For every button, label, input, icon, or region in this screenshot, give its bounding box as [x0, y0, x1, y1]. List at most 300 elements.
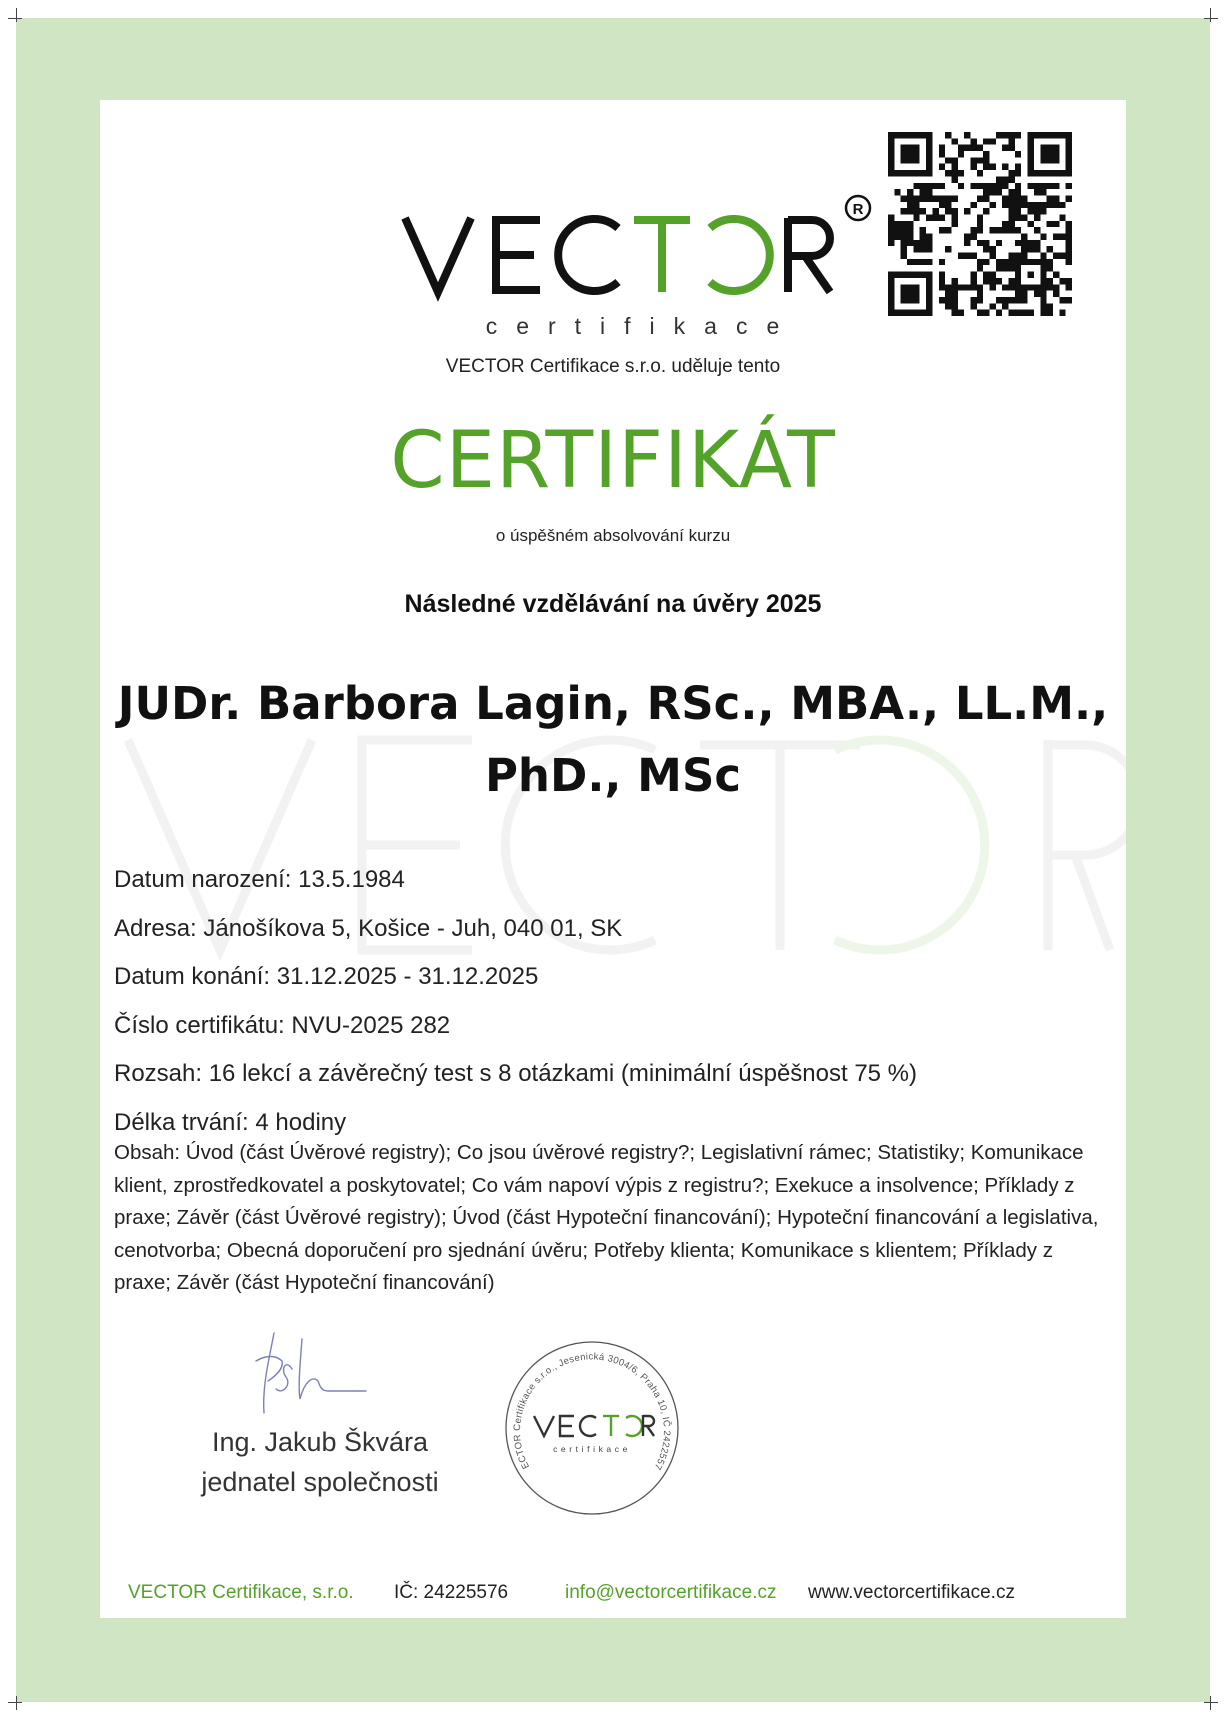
qr-module — [894, 227, 900, 233]
qr-module — [970, 183, 976, 189]
qr-module — [1059, 202, 1065, 208]
qr-module — [983, 272, 989, 278]
birth-date: Datum narození: 13.5.1984 — [114, 866, 405, 893]
qr-module — [990, 303, 996, 309]
qr-module — [939, 297, 945, 303]
qr-module — [1009, 176, 1015, 182]
qr-module — [1053, 221, 1059, 227]
qr-module — [907, 259, 913, 265]
qr-module — [1059, 297, 1065, 303]
qr-module — [1002, 221, 1008, 227]
qr-module — [1028, 145, 1034, 151]
qr-module — [926, 183, 932, 189]
qr-module — [1028, 157, 1034, 163]
qr-module — [1066, 246, 1072, 252]
qr-module — [888, 291, 894, 297]
qr-module — [990, 272, 996, 278]
qr-module — [920, 195, 926, 201]
qr-module — [1002, 303, 1008, 309]
qr-module — [1009, 202, 1015, 208]
qr-module — [1034, 183, 1040, 189]
qr-module — [996, 297, 1002, 303]
qr-module — [1028, 272, 1034, 278]
qr-module — [996, 189, 1002, 195]
qr-module — [1040, 234, 1046, 240]
qr-module — [888, 240, 894, 246]
qr-module — [1015, 259, 1021, 265]
qr-module — [1053, 132, 1059, 138]
signatory — [160, 1422, 480, 1502]
qr-module — [1034, 240, 1040, 246]
qr-module — [907, 297, 913, 303]
qr-module — [1053, 157, 1059, 163]
qr-module — [920, 259, 926, 265]
qr-module — [977, 240, 983, 246]
qr-module — [945, 208, 951, 214]
course-duration: Délka trvání: 4 hodiny — [114, 1108, 347, 1136]
qr-module — [913, 259, 919, 265]
qr-module — [920, 189, 926, 195]
qr-module — [996, 176, 1002, 182]
qr-module — [939, 202, 945, 208]
qr-module — [1053, 253, 1059, 259]
qr-module — [901, 157, 907, 163]
qr-module — [945, 246, 951, 252]
qr-module — [939, 214, 945, 220]
qr-module — [907, 284, 913, 290]
qr-module — [901, 291, 907, 297]
qr-module — [1047, 278, 1053, 284]
qr-module — [1066, 278, 1072, 284]
qr-module — [1040, 265, 1046, 271]
qr-module — [1053, 284, 1059, 290]
qr-module — [1002, 183, 1008, 189]
qr-module — [888, 145, 894, 151]
qr-module — [888, 164, 894, 170]
qr-module — [1066, 240, 1072, 246]
qr-module — [926, 164, 932, 170]
qr-module — [958, 170, 964, 176]
qr-module — [945, 170, 951, 176]
recipient-name-line2: PhD., MSc — [484, 749, 742, 802]
qr-module — [1015, 164, 1021, 170]
qr-module — [901, 310, 907, 316]
qr-code — [888, 132, 1072, 316]
qr-module — [964, 145, 970, 151]
qr-module — [913, 297, 919, 303]
qr-module — [1047, 265, 1053, 271]
qr-module — [1009, 195, 1015, 201]
qr-module — [888, 157, 894, 163]
qr-module — [939, 278, 945, 284]
qr-module — [958, 145, 964, 151]
qr-module — [1053, 145, 1059, 151]
qr-module — [983, 310, 989, 316]
qr-module — [1015, 214, 1021, 220]
qr-module — [1047, 259, 1053, 265]
qr-module — [1009, 189, 1015, 195]
qr-module — [1040, 202, 1046, 208]
qr-module — [888, 284, 894, 290]
qr-module — [1028, 259, 1034, 265]
qr-module — [920, 246, 926, 252]
qr-module — [901, 170, 907, 176]
qr-module — [1034, 291, 1040, 297]
qr-module — [1009, 214, 1015, 220]
qr-module — [970, 272, 976, 278]
qr-module — [926, 151, 932, 157]
qr-module — [1009, 221, 1015, 227]
qr-module — [913, 132, 919, 138]
qr-module — [945, 291, 951, 297]
qr-module — [1066, 221, 1072, 227]
qr-module — [1040, 259, 1046, 265]
qr-module — [1040, 183, 1046, 189]
qr-module — [1002, 227, 1008, 233]
qr-module — [1021, 259, 1027, 265]
qr-module — [901, 195, 907, 201]
qr-module — [1053, 234, 1059, 240]
qr-module — [983, 195, 989, 201]
qr-module — [1028, 310, 1034, 316]
qr-module — [1021, 253, 1027, 259]
qr-module — [1002, 164, 1008, 170]
qr-module — [1040, 284, 1046, 290]
qr-module — [996, 240, 1002, 246]
qr-module — [964, 208, 970, 214]
qr-module — [932, 214, 938, 220]
qr-module — [901, 284, 907, 290]
qr-module — [1009, 259, 1015, 265]
qr-module — [996, 259, 1002, 265]
qr-module — [977, 310, 983, 316]
qr-module — [990, 278, 996, 284]
qr-module — [907, 227, 913, 233]
crop-mark — [8, 1702, 22, 1703]
qr-module — [1034, 170, 1040, 176]
qr-module — [901, 297, 907, 303]
qr-module — [1047, 183, 1053, 189]
qr-module — [977, 265, 983, 271]
qr-module — [920, 227, 926, 233]
qr-module — [1066, 157, 1072, 163]
qr-module — [951, 221, 957, 227]
qr-module — [983, 240, 989, 246]
crop-mark — [8, 18, 22, 19]
qr-module — [913, 284, 919, 290]
qr-module — [920, 208, 926, 214]
qr-module — [983, 164, 989, 170]
qr-module — [888, 227, 894, 233]
qr-module — [1021, 284, 1027, 290]
qr-module — [1053, 195, 1059, 201]
qr-module — [951, 170, 957, 176]
qr-module — [970, 145, 976, 151]
qr-module — [932, 195, 938, 201]
qr-module — [1066, 227, 1072, 233]
qr-module — [1015, 265, 1021, 271]
qr-module — [977, 227, 983, 233]
qr-module — [970, 157, 976, 163]
qr-module — [1040, 310, 1046, 316]
qr-module — [913, 240, 919, 246]
qr-module — [920, 234, 926, 240]
qr-module — [951, 157, 957, 163]
qr-module — [1015, 195, 1021, 201]
qr-module — [1040, 208, 1046, 214]
qr-module — [983, 183, 989, 189]
qr-module — [970, 234, 976, 240]
qr-module — [996, 265, 1002, 271]
qr-module — [977, 214, 983, 220]
qr-module — [926, 132, 932, 138]
qr-module — [926, 291, 932, 297]
qr-module — [926, 310, 932, 316]
qr-module — [920, 240, 926, 246]
qr-module — [1066, 297, 1072, 303]
qr-module — [907, 189, 913, 195]
qr-module — [990, 183, 996, 189]
qr-module — [1047, 132, 1053, 138]
qr-module — [977, 284, 983, 290]
qr-module — [945, 297, 951, 303]
qr-module — [1021, 297, 1027, 303]
qr-module — [932, 208, 938, 214]
qr-module — [926, 259, 932, 265]
qr-module — [1066, 164, 1072, 170]
qr-module — [1047, 170, 1053, 176]
crop-mark — [1204, 1702, 1218, 1703]
qr-module — [888, 310, 894, 316]
qr-module — [951, 208, 957, 214]
qr-module — [1028, 202, 1034, 208]
qr-module — [1002, 259, 1008, 265]
qr-module — [970, 297, 976, 303]
qr-module — [907, 157, 913, 163]
qr-module — [990, 202, 996, 208]
qr-module — [901, 227, 907, 233]
qr-module — [1034, 227, 1040, 233]
recipient-name-line1: JUDr. Barbora Lagin, RSc., MBA., LL.M., — [117, 677, 1109, 730]
qr-module — [1040, 297, 1046, 303]
qr-module — [926, 157, 932, 163]
qr-module — [1034, 284, 1040, 290]
footer-company: VECTOR Certifikace, s.r.o. — [128, 1582, 354, 1603]
qr-module — [1021, 240, 1027, 246]
qr-module — [913, 170, 919, 176]
qr-module — [907, 291, 913, 297]
qr-module — [977, 145, 983, 151]
qr-module — [1028, 208, 1034, 214]
qr-module — [1009, 138, 1015, 144]
qr-module — [996, 183, 1002, 189]
qr-module — [945, 202, 951, 208]
qr-module — [1002, 265, 1008, 271]
qr-module — [939, 195, 945, 201]
course-name: Následné vzdělávání na úvěry 2025 — [404, 590, 822, 618]
qr-module — [913, 145, 919, 151]
qr-module — [932, 183, 938, 189]
qr-module — [1066, 284, 1072, 290]
qr-module — [920, 170, 926, 176]
qr-module — [1009, 265, 1015, 271]
qr-module — [951, 291, 957, 297]
svg-text:R: R — [852, 201, 864, 218]
qr-module — [977, 183, 983, 189]
qr-module — [1028, 170, 1034, 176]
qr-module — [1015, 132, 1021, 138]
qr-module — [1009, 278, 1015, 284]
qr-module — [1066, 138, 1072, 144]
qr-module — [1047, 310, 1053, 316]
qr-module — [970, 138, 976, 144]
footer-email-link[interactable]: info@vectorcertifikace.cz — [565, 1582, 777, 1603]
qr-module — [1059, 278, 1065, 284]
qr-module — [951, 310, 957, 316]
qr-module — [1059, 234, 1065, 240]
qr-module — [1040, 189, 1046, 195]
qr-module — [1021, 195, 1027, 201]
qr-module — [1059, 170, 1065, 176]
svg-text:certifikace: certifikace — [485, 313, 799, 339]
qr-module — [926, 189, 932, 195]
qr-module — [901, 253, 907, 259]
qr-module — [1040, 303, 1046, 309]
qr-module — [1040, 253, 1046, 259]
qr-module — [990, 284, 996, 290]
qr-module — [951, 214, 957, 220]
qr-module — [894, 221, 900, 227]
qr-module — [913, 151, 919, 157]
qr-module — [1034, 189, 1040, 195]
qr-module — [1034, 208, 1040, 214]
qr-module — [894, 310, 900, 316]
qr-module — [1015, 278, 1021, 284]
qr-module — [1002, 297, 1008, 303]
qr-module — [913, 195, 919, 201]
qr-module — [951, 176, 957, 182]
qr-module — [951, 278, 957, 284]
qr-module — [901, 208, 907, 214]
qr-module — [894, 189, 900, 195]
qr-module — [913, 157, 919, 163]
qr-module — [958, 284, 964, 290]
qr-module — [977, 259, 983, 265]
qr-module — [926, 214, 932, 220]
qr-module — [926, 195, 932, 201]
qr-module — [888, 214, 894, 220]
qr-module — [1009, 227, 1015, 233]
qr-module — [1047, 195, 1053, 201]
qr-module — [926, 138, 932, 144]
certificate-details — [114, 856, 1114, 1147]
qr-module — [1034, 214, 1040, 220]
qr-module — [951, 164, 957, 170]
qr-module — [894, 132, 900, 138]
qr-module — [1040, 132, 1046, 138]
qr-module — [907, 195, 913, 201]
signatory-name: Ing. Jakub Škvára — [211, 1427, 429, 1457]
qr-module — [926, 240, 932, 246]
qr-module — [996, 227, 1002, 233]
qr-module — [1066, 145, 1072, 151]
qr-module — [1009, 310, 1015, 316]
qr-module — [1066, 183, 1072, 189]
recipient-name — [100, 668, 1126, 812]
footer-web-link[interactable]: www.vectorcertifikace.cz — [808, 1582, 1015, 1603]
qr-module — [1028, 183, 1034, 189]
qr-module — [983, 138, 989, 144]
qr-module — [901, 221, 907, 227]
course-date: Datum konání: 31.12.2025 - 31.12.2025 — [114, 963, 539, 990]
qr-module — [894, 234, 900, 240]
qr-module — [1066, 234, 1072, 240]
address: Adresa: Jánošíkova 5, Košice - Juh, 040 01, SK — [114, 914, 623, 942]
qr-module — [970, 278, 976, 284]
qr-module — [901, 246, 907, 252]
qr-module — [1015, 183, 1021, 189]
qr-module — [1028, 164, 1034, 170]
qr-module — [1028, 284, 1034, 290]
qr-module — [1021, 202, 1027, 208]
qr-module — [1021, 291, 1027, 297]
qr-module — [945, 303, 951, 309]
qr-module — [1066, 253, 1072, 259]
qr-module — [920, 183, 926, 189]
qr-module — [1002, 132, 1008, 138]
qr-module — [1047, 303, 1053, 309]
qr-module — [926, 278, 932, 284]
qr-module — [1053, 170, 1059, 176]
qr-module — [939, 145, 945, 151]
qr-module — [907, 145, 913, 151]
crop-mark — [16, 8, 17, 22]
qr-module — [1009, 284, 1015, 290]
qr-module — [926, 272, 932, 278]
qr-module — [907, 151, 913, 157]
qr-module — [926, 297, 932, 303]
qr-module — [1059, 214, 1065, 220]
qr-module — [913, 208, 919, 214]
qr-module — [990, 227, 996, 233]
crop-mark — [1210, 8, 1211, 22]
intro-text: VECTOR Certifikace s.r.o. uděluje tento — [445, 356, 781, 377]
qr-module — [1002, 176, 1008, 182]
qr-module — [1053, 202, 1059, 208]
qr-module — [977, 170, 983, 176]
footer-ic: IČ: 24225576 — [394, 1582, 509, 1603]
qr-module — [1034, 132, 1040, 138]
qr-module — [888, 303, 894, 309]
qr-module — [907, 234, 913, 240]
qr-module — [970, 227, 976, 233]
qr-module — [1034, 246, 1040, 252]
qr-module — [907, 240, 913, 246]
qr-module — [951, 138, 957, 144]
qr-module — [926, 284, 932, 290]
certificate-subtitle: o úspěšném absolvování kurzu — [495, 526, 731, 545]
qr-module — [920, 310, 926, 316]
qr-module — [1053, 183, 1059, 189]
qr-module — [1047, 145, 1053, 151]
qr-module — [888, 138, 894, 144]
qr-module — [1021, 310, 1027, 316]
qr-module — [1053, 151, 1059, 157]
qr-module — [1040, 170, 1046, 176]
qr-module — [983, 189, 989, 195]
qr-module — [913, 291, 919, 297]
qr-module — [888, 132, 894, 138]
